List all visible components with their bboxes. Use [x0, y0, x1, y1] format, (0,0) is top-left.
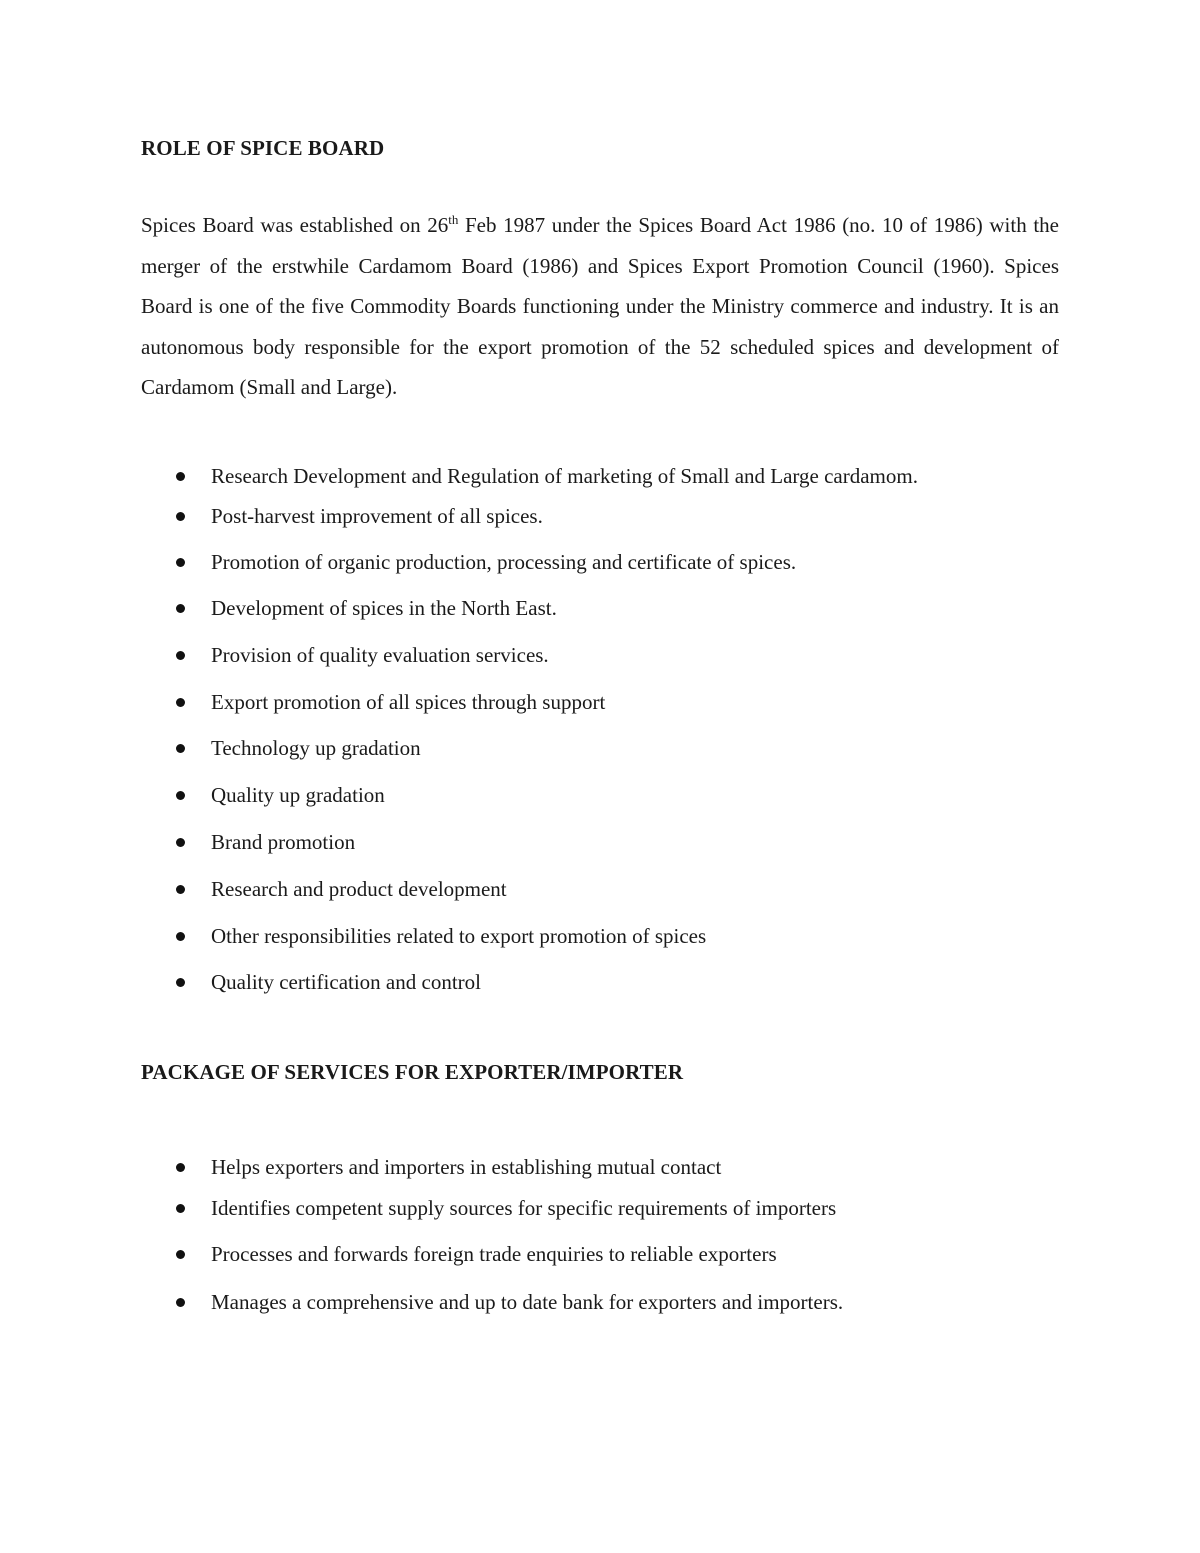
bullet-icon [176, 932, 185, 941]
bullet-icon [176, 978, 185, 987]
bullet-icon [176, 744, 185, 753]
bullet-icon [176, 885, 185, 894]
section-title-role-of-spice-board: ROLE OF SPICE BOARD [141, 136, 385, 160]
intro-paragraph [141, 205, 1059, 408]
bullet-icon [176, 1163, 185, 1172]
bullet-icon [176, 1204, 185, 1213]
bullet-icon [176, 558, 185, 567]
bullet-icon [176, 512, 185, 521]
bullet-icon [176, 838, 185, 847]
bullet-icon [176, 472, 185, 481]
intro-superscript: th [448, 212, 459, 227]
bullet-icon [176, 1250, 185, 1259]
bullet-icon [176, 791, 185, 800]
section-title-package-of-services: PACKAGE OF SERVICES FOR EXPORTER/IMPORTER [141, 1060, 684, 1084]
bullet-icon [176, 1298, 185, 1307]
intro-text-part2: Feb 1987 under the Spices Board Act 1986 (no. 10 of 1986) with the merger of the erstwhile Cardamom Board (1986) and Spices Export Promotion Council (1960). Spices Board is one of the five Commodity Boards functioning under the Ministry commerce and industry. It is an autonomous body responsible for the export promotion of the 52 scheduled spices and development of Cardamom (Small and Large). [141, 213, 1060, 399]
bullet-icon [176, 604, 185, 613]
intro-text-part1: Spices Board was established on 26 [141, 213, 449, 237]
document-page: ROLE OF SPICE BOARD Spices Board was established on 26th Feb 1987 under the Spices Board Act 1986 (no. 10 of 1986) with the merger of the erstwhile Cardamom Board (1986) and Spices Export Promotion Council (1960). Spices Board is one of the five Commodity Boards functioning under the Ministry commerce and industry. It is an autonomous body responsible for the export promotion of the 52 scheduled spices and development of Cardamom (Small and Large). Research Development and Regulation of marketing of Small and Large cardamom. Post-harvest improvement of all spices. Promotion of organic production, processing and certificate of spices. Development of spices in the North East. Provision of quality evaluation services. Export promotion of all spices through support Technology up gradation Quality up gradation Brand promotion Research and product development Other responsibilities related to export promotion of spices Quality certification and control PACKAGE OF SERVICES FOR EXPORTER/IMPORTER Helps exporters and importers in establishing mutual contact Identifies competent supply sources for specific requirements of importers Processes and forwards foreign trade enquiries to reliable exporters Manages a comprehensive and up to date bank for exporters and importers. [141, 136, 1060, 1314]
bullet-icon [176, 698, 185, 707]
bullet-icon [176, 651, 185, 660]
